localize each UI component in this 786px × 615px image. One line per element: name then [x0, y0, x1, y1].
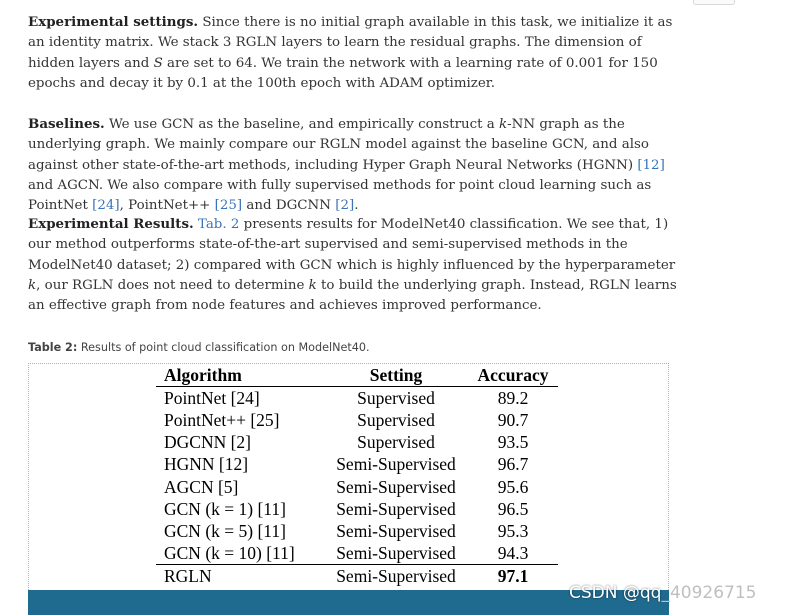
cell-algorithm: PointNet [24] [164, 388, 260, 409]
cell-setting: Semi-Supervised [336, 476, 456, 497]
cell-algorithm: RGLN [156, 564, 324, 587]
cell-setting: Semi-Supervised [324, 564, 468, 587]
cell-algorithm: GCN (k = 5) [11] [164, 520, 286, 541]
table-row [156, 409, 558, 431]
citation-link-24[interactable]: [24] [92, 198, 120, 214]
cell-accuracy-best: 97.1 [468, 564, 558, 587]
cell-accuracy: 90.7 [497, 410, 529, 431]
table-row [156, 387, 558, 410]
heading-experimental-settings: Experimental settings. [28, 14, 199, 30]
results-table [156, 364, 558, 587]
watermark-tail: _40926715 [661, 583, 757, 603]
cell-accuracy: 95.6 [497, 476, 529, 497]
cell-accuracy: 89.2 [497, 388, 529, 409]
cell-algorithm: GCN (k = 1) [11] [164, 498, 286, 519]
cell-accuracy: 96.5 [497, 498, 529, 519]
cell-setting: Supervised [357, 410, 435, 431]
citation-link-2[interactable]: [2] [335, 198, 355, 214]
table-row [156, 498, 558, 520]
citation-link-12[interactable]: [12] [637, 157, 665, 173]
cell-accuracy: 94.3 [497, 542, 529, 563]
cell-setting: Semi-Supervised [336, 498, 456, 519]
heading-experimental-results: Experimental Results. [28, 216, 194, 232]
table-caption: Table 2: Results of point cloud classification on ModelNet40. [28, 341, 370, 354]
heading-baselines: Baselines. [28, 116, 105, 132]
cell-algorithm: HGNN [12] [164, 454, 249, 475]
table-row [156, 475, 558, 497]
paragraph-experimental-results: Experimental Results. Tab. 2 presents results for ModelNet40 classification. We see that, 1) our method outperforms state-of-the-art supervised and semi-supervised methods in the ModelNet40 dataset; 2) compared with GCN which is highly influenced by the hyperparameter k, our RGLN does not need to determine k to build the underlying graph. Instead, RGLN learns an effective graph from node features and achieves improved performance. [28, 216, 677, 314]
watermark-main: CSDN @qq [569, 583, 662, 603]
watermark [569, 583, 757, 603]
cell-setting: Semi-Supervised [336, 520, 456, 541]
cell-accuracy: 93.5 [497, 432, 529, 453]
header-accuracy: Accuracy [468, 364, 558, 387]
cell-algorithm: DGCNN [2] [164, 432, 252, 453]
cell-algorithm: GCN (k = 10) [11] [164, 542, 295, 563]
cell-algorithm: PointNet++ [25] [164, 410, 280, 431]
table-row [156, 520, 558, 542]
citation-link-25[interactable]: [25] [214, 198, 243, 214]
corner-tab[interactable] [693, 0, 735, 5]
table-row [156, 453, 558, 475]
cell-algorithm: AGCN [5] [164, 476, 239, 497]
cell-setting: Semi-Supervised [336, 542, 456, 563]
paragraph-experimental-settings: Experimental settings. Since there is no initial graph available in this task, we initialize it as an identity matrix. We stack 3 RGLN layers to learn the residual graphs. The dimension of hidden layers and S are set to 64. We train the network with a learning rate of 0.001 for 150 epochs and decay it by 0.1 at the 100th epoch with ADAM optimizer. [28, 14, 673, 91]
table-row [156, 431, 558, 453]
table-row [156, 542, 558, 565]
cell-setting: Supervised [357, 432, 435, 453]
cell-accuracy: 96.7 [497, 454, 529, 475]
header-algorithm: Algorithm [156, 364, 324, 387]
paragraph-baselines: Baselines. We use GCN as the baseline, and empirically construct a k-NN graph as the underlying graph. We mainly compare our RGLN model against the baseline GCN, and also against other state-of-the-art methods, including Hyper Graph Neural Networks (HGNN) [12] and AGCN. We also compare with fully supervised methods for point cloud learning such as PointNet [24], PointNet++ [25] and DGCNN [2]. [28, 116, 665, 214]
table-caption-label: Table 2: [28, 341, 78, 354]
table-link[interactable]: Tab. 2 [197, 217, 240, 232]
table-figure [28, 363, 669, 590]
cell-accuracy: 95.3 [497, 520, 529, 541]
cell-setting: Semi-Supervised [336, 454, 456, 475]
header-setting: Setting [324, 364, 468, 387]
table-header-row [156, 364, 558, 387]
table-row-rgln [156, 564, 558, 587]
cell-setting: Supervised [357, 388, 435, 409]
